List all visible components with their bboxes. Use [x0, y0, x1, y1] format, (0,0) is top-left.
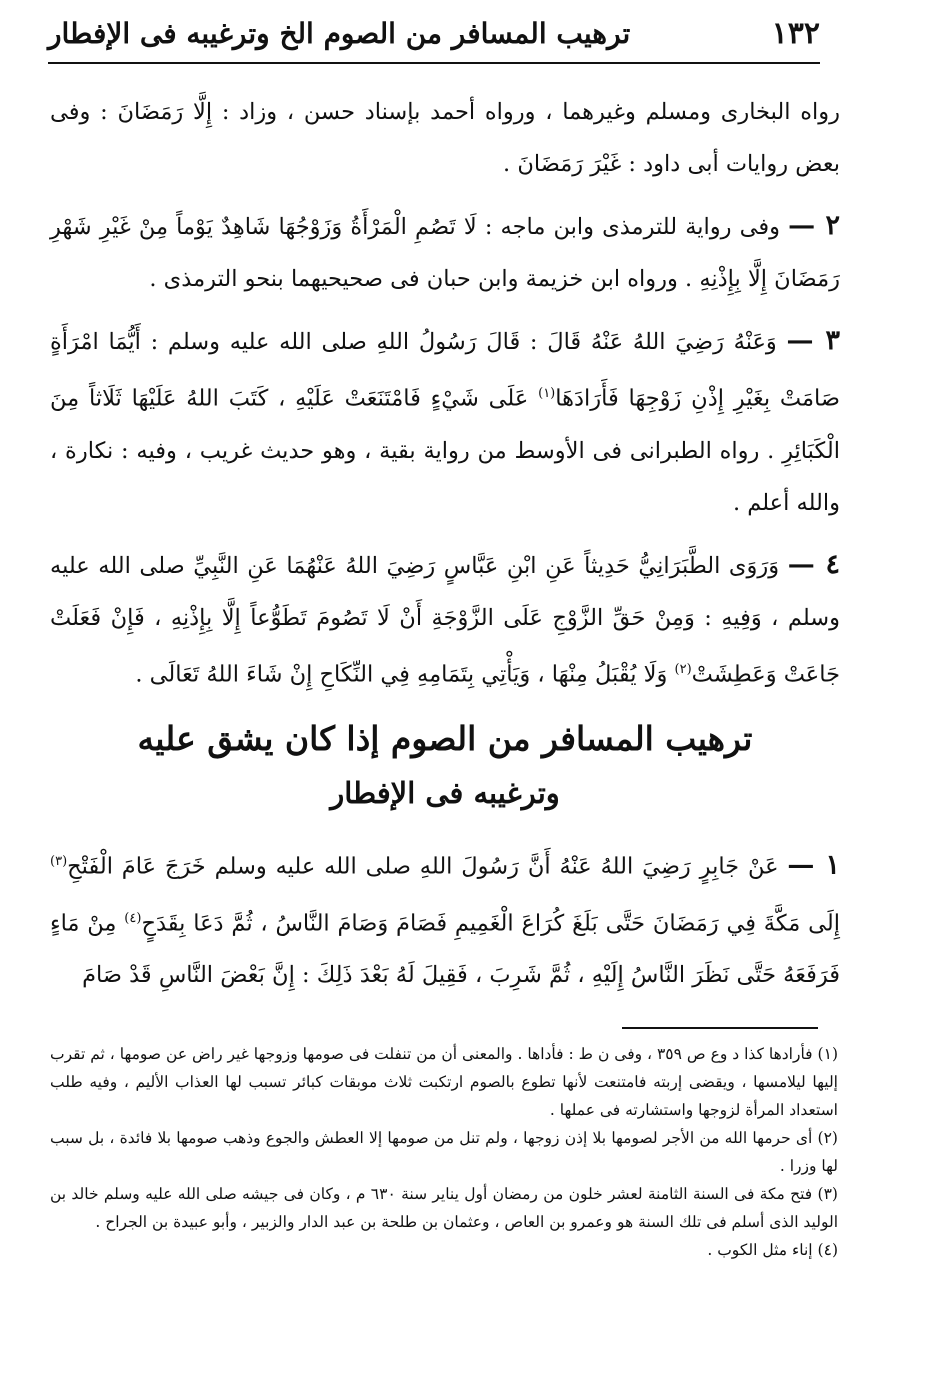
footnote-ref[interactable]: (١): [538, 386, 556, 401]
running-title: ترهيب المسافر من الصوم الخ وترغيبه فى الإفطار: [48, 16, 631, 50]
paragraph-text: عَلَى شَيْءٍ فَامْتَنَعَتْ عَلَيْهِ ، كَتَبَ اللهُ عَلَيْهَا ثَلَاثاً مِنَ الْكَبَائِرِ . رواه الطبرانى فى الأوسط من رواية بقية ، وهو حديث غريب ، وفيه : نكارة ، والله أعلم .: [50, 385, 840, 516]
footnote-ref[interactable]: (٢): [674, 661, 692, 677]
footnote-label: (١): [817, 1045, 838, 1063]
footnote-2: [50, 1124, 838, 1180]
paragraph-text: عَنْ جَابِرٍ رَضِيَ اللهُ عَنْهُ أَنَّ رَسُولَ اللهِ صلى الله عليه وسلم خَرَجَ عَامَ الْفَتْحِ: [67, 853, 779, 880]
footnote-text: فتح مكة فى السنة الثامنة لعشر خلون من رمضان أول يناير سنة ٦٣٠ م ، وكان فى جيشه صلى الله عليه وسلم خالد بن الوليد الذى أسلم فى تلك السنة هو وعمرو بن العاص ، وعثمان بن طلحة بن عبد الدار والزبير ، وأبو عبيدة بن الجراح .: [50, 1185, 838, 1231]
hadith-4: [50, 539, 840, 701]
footnote-ref[interactable]: (٣): [50, 854, 68, 869]
hadith-number: ٢ —: [788, 210, 840, 241]
footnotes: [50, 1040, 838, 1264]
hadith-2: [50, 200, 840, 305]
paragraph-continuation: [50, 86, 840, 190]
footnote-ref[interactable]: (٤): [124, 910, 142, 926]
paragraph-text: رواه البخارى ومسلم وغيرهما ، ورواه أحمد بإسناد حسن ، وزاد : إِلَّا رَمَضَانَ : وفى بعض روايات أبى داود : غَيْرَ رَمَضَانَ .: [50, 99, 840, 177]
paragraph-text: إِلَى مَكَّةَ فِي رَمَضَانَ حَتَّى بَلَغَ كُرَاعَ الْغَمِيمِ فَصَامَ وَصَامَ النَّاسُ ، ثُمَّ دَعَا بِقَدَحٍ: [141, 910, 840, 936]
hadith-number: ٣ —: [786, 325, 840, 356]
main-text: [50, 86, 840, 1011]
footnote-label: (٣): [817, 1185, 838, 1203]
paragraph-text: وَعَنْهُ رَضِيَ اللهُ عَنْهُ قَالَ : قَالَ رَسُولُ اللهِ صلى الله عليه وسلم : أَيُّمَا امْرَأَةٍ صَامَتْ بِغَيْرِ إِذْنِ زَوْجِهَا فَأَرَادَهَا: [50, 329, 841, 412]
footnote-text: أى حرمها الله من الأجر لصومها بلا إذن زوجها ، ولم تنل من صومها إلا العطش والجوع وذهب صومها بلا فائدة ، بل سبب لها وزرا .: [50, 1129, 838, 1175]
footnote-3: [50, 1180, 838, 1236]
footnote-text: فأرادها كذا د وع ص ٣٥٩ ، وفى ن ط : فأداها . والمعنى أن من تنفلت فى صومها وزوجها غير راض عن صومها ، ثم تقرب إليها ليلامسها ، ويقضى إربته فامتنعت لأنها تطوع بالصوم ارتكبت ثلاث موبقات كبائر تسبب لها العذاب الأليم ، وفيه طلب استعداد المرأة لزوجها واستشارته فى عملها .: [50, 1045, 838, 1119]
paragraph-text: وَرَوَى الطَّبَرَانِيُّ حَدِيثاً عَنِ ابْنِ عَبَّاسٍ رَضِيَ اللهُ عَنْهُمَا عَنِ النَّبِيِّ صلى الله عليه وسلم ، وَفِيهِ : وَمِنْ حَقِّ الزَّوْجِ عَلَى الزَّوْجَةِ أَنْ لَا تَصُومَ تَطَوُّعاً إِلَّا بِإِذْنِهِ ، فَإِنْ فَعَلَتْ جَاعَتْ وَعَطِشَتْ: [50, 552, 840, 687]
footnote-label: (٤): [817, 1241, 838, 1259]
paragraph-text: مِنْ مَاءٍ فَرَفَعَهُ حَتَّى نَظَرَ النَّاسُ إِلَيْهِ ، ثُمَّ شَرِبَ ، فَقِيلَ لَهُ بَعْدَ ذَلِكَ : إِنَّ بَعْضَ النَّاسِ قَدْ صَامَ: [50, 910, 840, 988]
footnote-rule: [622, 1027, 818, 1029]
footnote-text: إناء مثل الكوب .: [707, 1241, 813, 1259]
hadith-number: ٤ —: [787, 548, 840, 580]
page-number: ١٣٢: [771, 15, 820, 51]
footnote-label: (٢): [817, 1129, 838, 1147]
section-hadith-1: [50, 836, 840, 1001]
section-title: ترهيب المسافر من الصوم إذا كان يشق عليه: [137, 719, 753, 758]
footnote-1: [50, 1040, 838, 1124]
paragraph-text: وفى رواية للترمذى وابن ماجه : لَا تَصُمِ الْمَرْأَةُ وَزَوْجُهَا شَاهِدٌ يَوْماً مِنْ غَيْرِ شَهْرِ رَمَضَانَ إِلَّا بِإِذْنِهِ . ورواه ابن خزيمة وابن حبان فى صحيحيهما بنحو الترمذى .: [50, 214, 840, 292]
page-header: [48, 8, 820, 58]
header-rule: [48, 62, 820, 64]
hadith-3: [50, 315, 840, 529]
section-subtitle: وترغيبه فى الإفطار: [330, 776, 560, 810]
paragraph-text: وَلَا يُقْبَلُ مِنْهَا ، وَيَأْتِي بِتَمَامِهِ فِي النِّكَاحِ إِنْ شَاءَ اللهُ تَعَالَى .: [135, 661, 668, 687]
footnote-4: [50, 1236, 838, 1264]
hadith-number: ١ —: [787, 849, 840, 881]
